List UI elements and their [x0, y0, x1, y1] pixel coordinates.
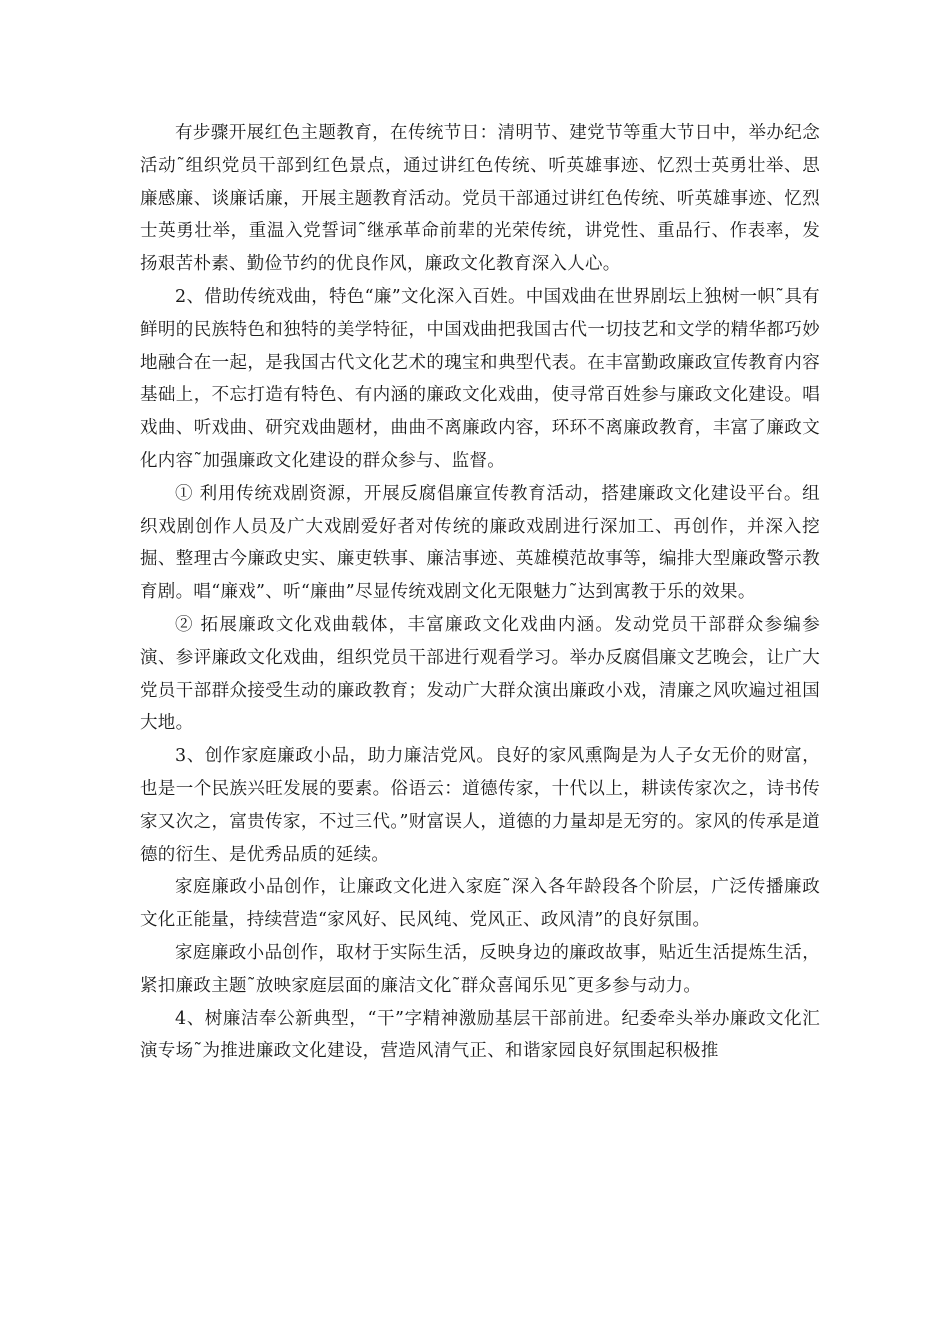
paragraph-opera-carrier: ② 拓展廉政文化戏曲载体，丰富廉政文化戏曲内涵。发动党员干部群众参编参演、参评廉政文化戏曲，组织党员干部进行观看学习。举办反腐倡廉文艺晚会，让广大党员干部群众接受生动的廉政教育；发动广大群众演出廉政小戏，清廉之风吹遍过祖国大地。 — [140, 614, 820, 734]
paragraph-family-sketch-material: 家庭廉政小品创作，取材于实际生活，反映身边的廉政故事，贴近生活提炼生活，紧扣廉政主题˜放映家庭层面的廉洁文化˜群众喜闻乐见˜更多参与动力。 — [140, 942, 820, 996]
document-body — [140, 117, 820, 1068]
paragraph-red-theme-education: 有步骤开展红色主题教育，在传统节日：清明节、建党节等重大节日中，举办纪念活动˜组织党员干部到红色景点，通过讲红色传统、听英雄事迹、忆烈士英勇壮举、思廉感廉、谈廉话廉，开展主题教育活动。党员干部通过讲红色传统、听英雄事迹、忆烈士英勇壮举，重温入党誓词˜继承革命前辈的光荣传统，讲党性、重品行、作表率，发扬艰苦朴素、勤俭节约的优良作风，廉政文化教育深入人心。 — [140, 123, 820, 275]
paragraph-traditional-opera: 2、借助传统戏曲，特色“廉”文化深入百姓。中国戏曲在世界剧坛上独树一帜˜具有鲜明的民族特色和独特的美学特征，中国戏曲把我国古代一切技艺和文学的精华都巧妙地融合在一起，是我国古代文化艺术的瑰宝和典型代表。在丰富勤政廉政宣传教育内容基础上，不忘打造有特色、有内涵的廉政文化戏曲，使寻常百姓参与廉政文化建设。唱戏曲、听戏曲、研究戏曲题材，曲曲不离廉政内容，环环不离廉政教育，丰富了廉政文化内容˜加强廉政文化建设的群众参与、监督。 — [140, 286, 820, 471]
paragraph-family-sketch: 3、创作家庭廉政小品，助力廉洁党风。良好的家风熏陶是为人子女无价的财富，也是一个民族兴旺发展的要素。俗语云：道德传家，十代以上，耕读传家次之，诗书传家又次之，富贵传家，不过三代。”财富误人，道德的力量却是无穷的。家风的传承是道德的衍生、是优秀品质的延续。 — [140, 746, 820, 865]
paragraph-opera-resources: ① 利用传统戏剧资源，开展反腐倡廉宣传教育活动，搭建廉政文化建设平台。组织戏剧创作人员及广大戏剧爱好者对传统的廉政戏剧进行深加工、再创作，并深入挖掘、整理古今廉政史实、廉吏轶事、廉洁事迹、英雄模范故事等，编排大型廉政警示教育剧。唱“廉戏”、听“廉曲”尽显传统戏剧文化无限魅力˜达到寓教于乐的效果。 — [140, 483, 820, 603]
paragraph-family-sketch-spread: 家庭廉政小品创作，让廉政文化进入家庭˜深入各年龄段各个阶层，广泛传播廉政文化正能量，持续营造“家风好、民风纯、党风正、政风清”的良好氛围。 — [140, 877, 820, 931]
paragraph-integrity-model: 4、树廉洁奉公新典型，“干”字精神激励基层干部前进。纪委牵头举办廉政文化汇演专场˜为推进廉政文化建设，营造风清气正、和谐家园良好氛围起积极推 — [140, 1008, 820, 1062]
